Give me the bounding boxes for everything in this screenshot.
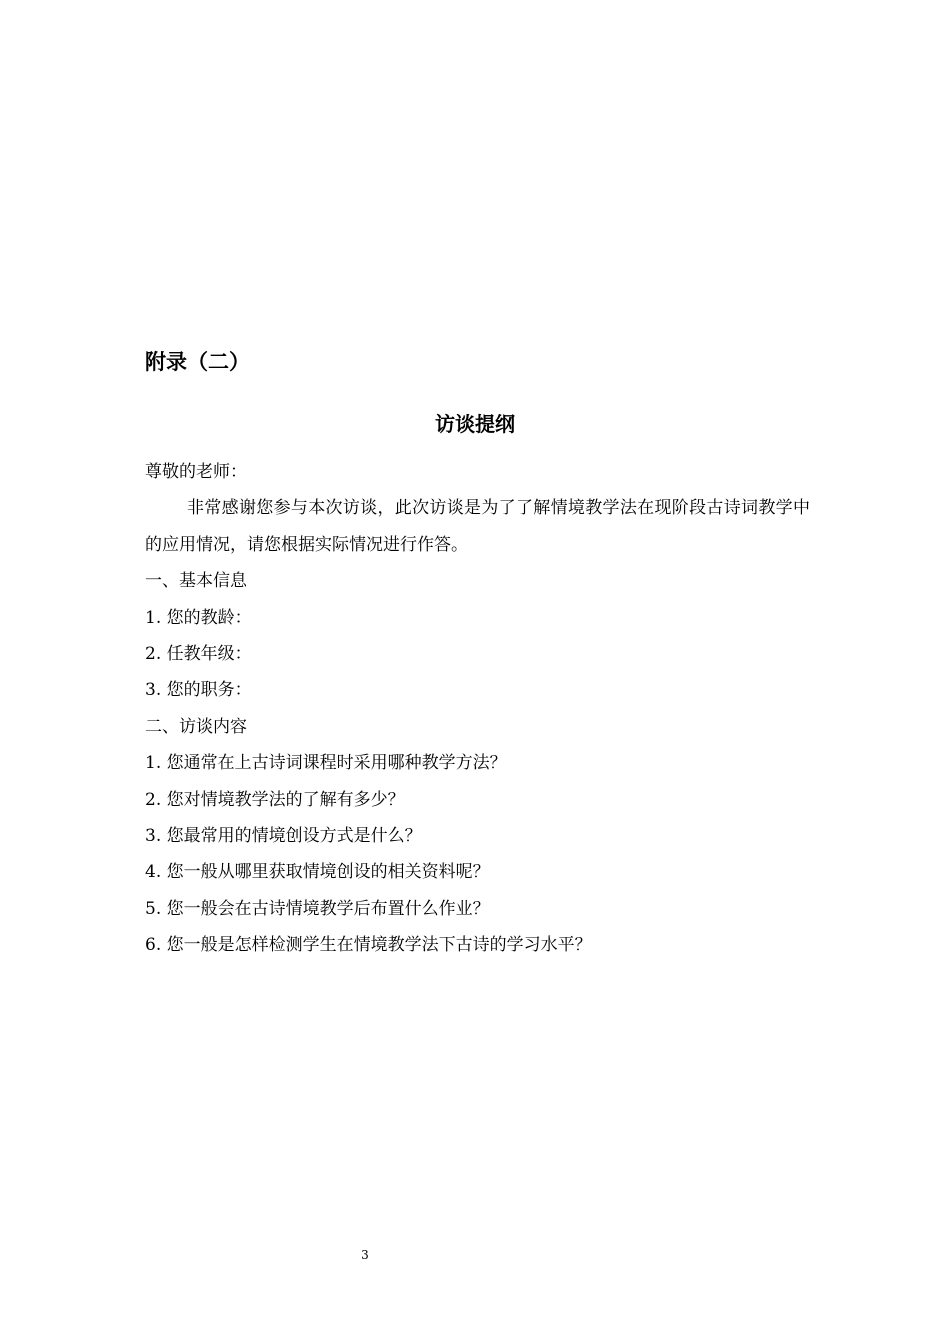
- basic-info-item-teaching-years: 1. 您的教龄：: [145, 607, 252, 628]
- section-heading-basic-info: 一、基本信息: [145, 571, 247, 592]
- document-body: [145, 454, 810, 964]
- interview-question: 2. 您对情境教学法的了解有多少？: [145, 789, 405, 810]
- interview-question: 5. 您一般会在古诗情境教学后布置什么作业？: [145, 898, 490, 919]
- interview-question: 3. 您最常用的情境创设方式是什么？: [145, 826, 422, 847]
- document-title: 访谈提纲: [435, 412, 515, 436]
- basic-info-item-position: 3. 您的职务：: [145, 680, 252, 701]
- basic-info-item-grade: 2. 任教年级：: [145, 644, 252, 665]
- interview-question: 6. 您一般是怎样检测学生在情境教学法下古诗的学习水平？: [145, 935, 592, 956]
- interview-question: 4. 您一般从哪里获取情境创设的相关资料呢？: [145, 862, 490, 883]
- intro-paragraph: 非常感谢您参与本次访谈，此次访谈是为了了解情境教学法在现阶段古诗词教学中的应用情况，请您根据实际情况进行作答。: [145, 498, 810, 555]
- section-heading-interview-content: 二、访谈内容: [145, 716, 247, 737]
- page-number: 3: [361, 1248, 369, 1262]
- interview-question: 1. 您通常在上古诗词课程时采用哪种教学方法？: [145, 753, 507, 774]
- salutation: 尊敬的老师：: [145, 462, 247, 482]
- appendix-heading: 附录（二）: [145, 350, 250, 374]
